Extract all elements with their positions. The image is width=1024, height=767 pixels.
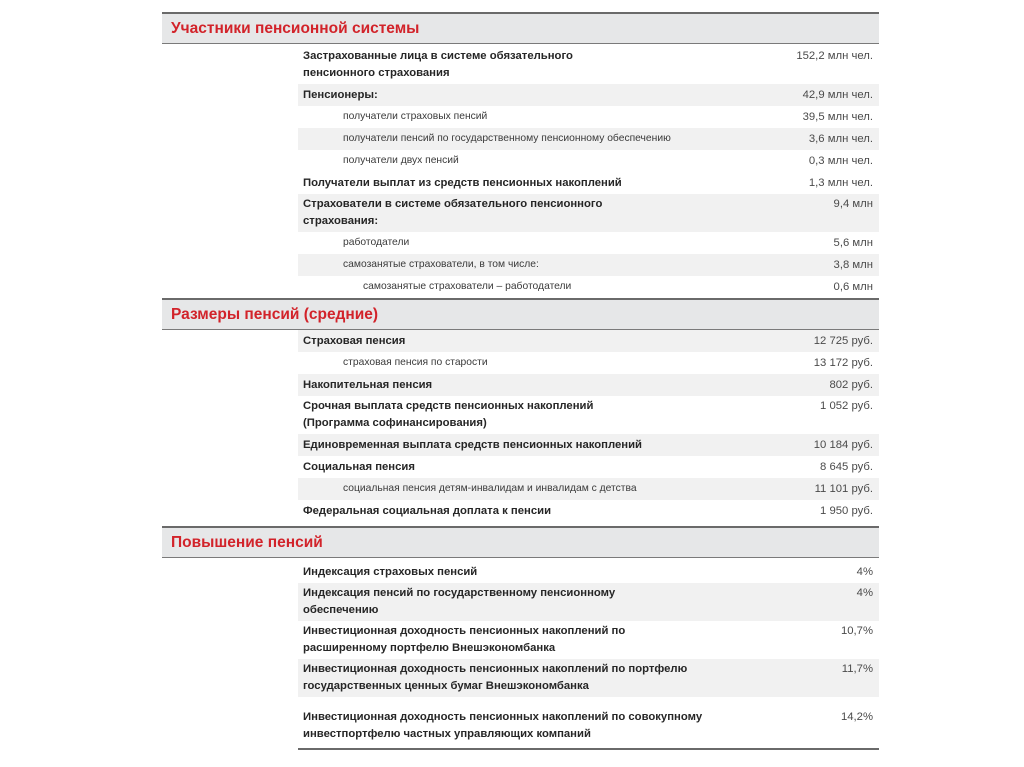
pension-summary-table <box>162 12 879 750</box>
table-row <box>298 254 879 276</box>
table-row <box>298 478 879 500</box>
row-label: получатели пенсий по государственному пенсионному обеспечению <box>343 133 671 144</box>
row-label: получатели двух пенсий <box>343 155 459 166</box>
row-label: Единовременная выплата средств пенсионных накоплений <box>303 439 643 451</box>
section-rows-participants <box>298 44 879 298</box>
table-row <box>298 106 879 128</box>
table-row <box>298 276 879 298</box>
table-row <box>298 150 879 172</box>
row-value: 152,2 млн чел. <box>796 50 873 62</box>
table-row <box>298 558 879 583</box>
section-title: Участники пенсионной системы <box>171 19 420 37</box>
row-value: 8 645 руб. <box>820 461 873 473</box>
row-label: Федеральная социальная доплата к пенсии <box>303 505 552 517</box>
table-bottom-rule <box>298 748 879 750</box>
row-value: 3,6 млн чел. <box>808 133 873 145</box>
table-row <box>298 434 879 456</box>
table-row <box>298 44 879 84</box>
section-header-pension-sizes <box>162 298 879 330</box>
row-value: 11,7% <box>841 663 873 675</box>
row-value: 3,8 млн <box>833 259 873 271</box>
row-label: социальная пенсия детям-инвалидам и инвалидам с детства <box>343 483 637 494</box>
row-label: Индексация пенсий по государственному пенсионному обеспечению <box>303 587 616 616</box>
row-label: Инвестиционная доходность пенсионных накоплений по расширенному портфелю Внешэкономбанка <box>303 625 626 654</box>
table-row <box>298 500 879 522</box>
row-label: Инвестиционная доходность пенсионных накоплений по совокупному инвестпортфелю частных управляющих компаний <box>303 711 703 740</box>
table-row <box>298 396 879 434</box>
table-row <box>298 232 879 254</box>
row-label: Застрахованные лица в системе обязательного пенсионного страхования <box>303 50 573 79</box>
table-row <box>298 330 879 352</box>
row-value: 802 руб. <box>829 379 873 391</box>
table-row <box>298 697 879 748</box>
section-rows-pension-sizes <box>298 330 879 522</box>
row-value: 9,4 млн <box>833 198 873 210</box>
row-label: Инвестиционная доходность пенсионных накоплений по портфелю государственных ценных бумаг Внешэкономбанка <box>303 663 688 692</box>
table-row <box>298 583 879 621</box>
row-value: 4% <box>856 587 873 599</box>
row-value: 11 101 руб. <box>814 483 873 495</box>
row-value: 14,2% <box>840 711 873 723</box>
section-rows-pension-increase <box>298 558 879 748</box>
table-row <box>298 456 879 478</box>
row-value: 39,5 млн чел. <box>802 111 873 123</box>
section-header-participants <box>162 12 879 44</box>
table-row <box>298 374 879 396</box>
table-row <box>298 194 879 232</box>
section-title: Повышение пенсий <box>171 533 323 551</box>
row-value: 1 950 руб. <box>820 505 873 517</box>
row-label: Срочная выплата средств пенсионных накоплений (Программа софинансирования) <box>303 400 594 429</box>
row-label: Пенсионеры: <box>303 89 378 101</box>
row-value: 5,6 млн <box>833 237 873 249</box>
row-value: 0,3 млн чел. <box>808 155 873 167</box>
section-title: Размеры пенсий (средние) <box>171 305 379 323</box>
row-value: 4% <box>856 566 873 578</box>
row-value: 12 725 руб. <box>813 335 873 347</box>
table-row <box>298 621 879 659</box>
row-label: Социальная пенсия <box>303 461 415 473</box>
row-label: страховая пенсия по старости <box>343 357 488 368</box>
section-header-pension-increase <box>162 526 879 558</box>
table-row <box>298 352 879 374</box>
row-value: 1,3 млн чел. <box>808 177 873 189</box>
row-value: 0,6 млн <box>833 281 873 293</box>
table-row <box>298 659 879 697</box>
row-value: 10,7% <box>840 625 873 637</box>
row-label: Индексация страховых пенсий <box>303 566 478 578</box>
row-value: 13 172 руб. <box>813 357 873 369</box>
table-row <box>298 84 879 106</box>
row-label: получатели страховых пенсий <box>343 111 488 122</box>
table-row <box>298 128 879 150</box>
table-row <box>298 172 879 194</box>
row-label: Получатели выплат из средств пенсионных накоплений <box>303 177 622 189</box>
row-label: самозанятые страхователи – работодатели <box>363 281 572 292</box>
row-value: 42,9 млн чел. <box>802 89 873 101</box>
row-label: Накопительная пенсия <box>303 379 433 391</box>
row-label: Страхователи в системе обязательного пенсионного страхования: <box>303 198 603 227</box>
row-value: 10 184 руб. <box>813 439 873 451</box>
row-value: 1 052 руб. <box>820 400 873 412</box>
row-label: работодатели <box>343 237 410 248</box>
row-label: самозанятые страхователи, в том числе: <box>343 259 539 270</box>
row-label: Страховая пенсия <box>303 335 406 347</box>
